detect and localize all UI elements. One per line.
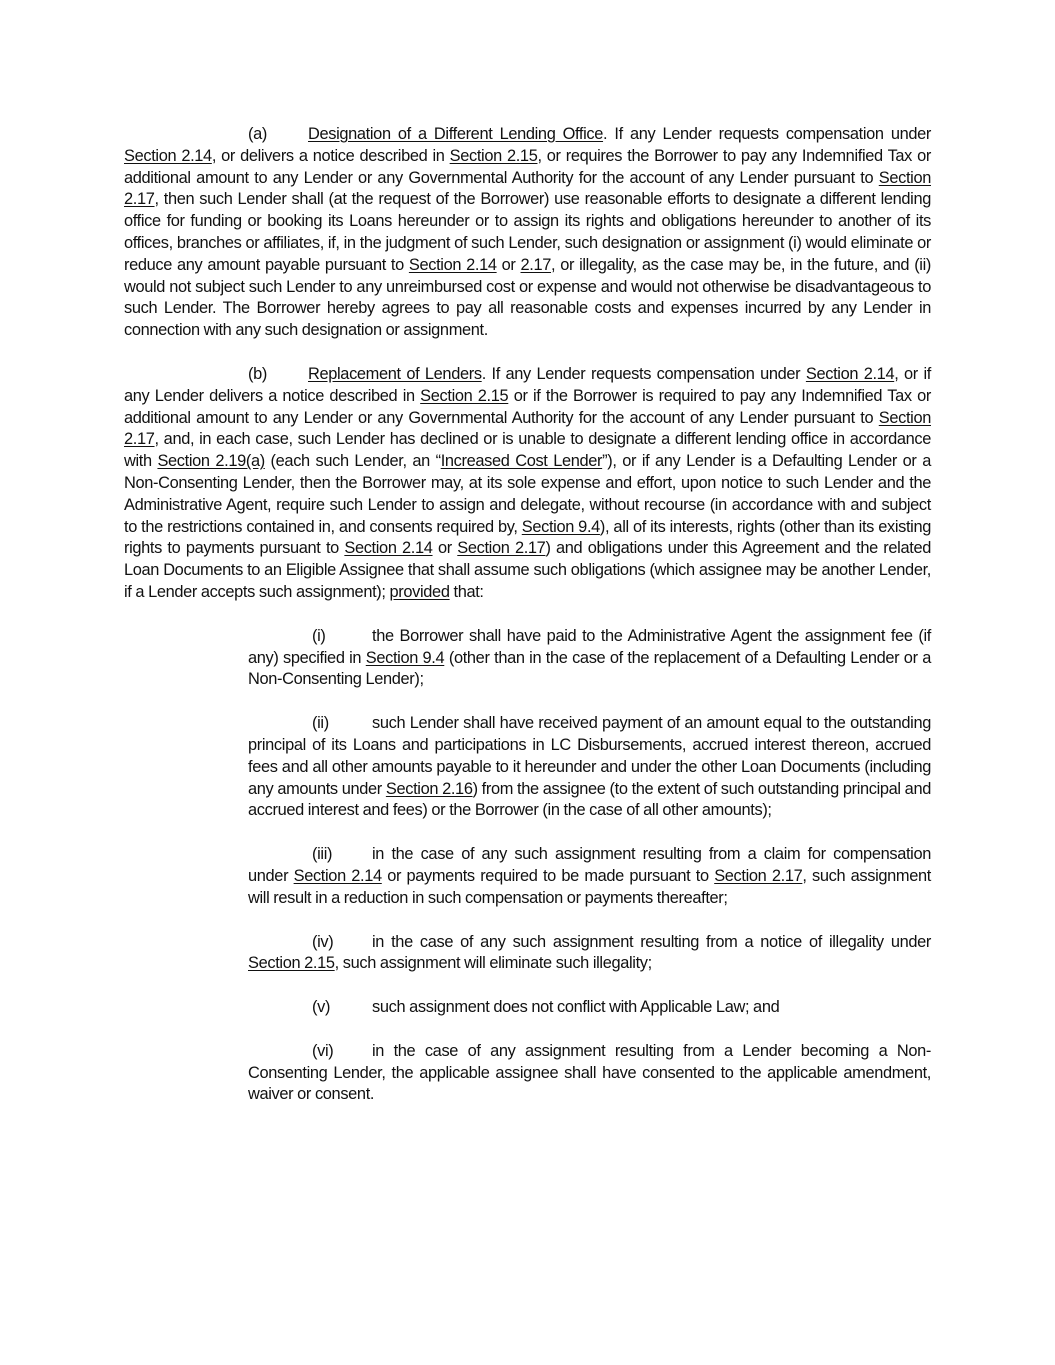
body-text: ), all of its interests, rights (other than its existing rights to payments pursuant to xyxy=(124,517,931,558)
body-text: in the case of any such assignment resulting from a notice of illegality under xyxy=(372,932,931,951)
body-text: ”), or if any Lender is a Defaulting Lender or a Non-Consenting Lender, then the Borrower may, at its sole expense and effort, upon notice to such Lender and the Administrative Agent, require such Lender to assign and delegate, without recourse (in accordance with and subject to the restrictions contained in, and consents required by, xyxy=(124,452,931,536)
clause-number: (iv) xyxy=(312,932,334,951)
body-text: in the case of any assignment resulting from a Lender becoming a Non-Consenting Lender, the applicable assignee shall have consented to the applicable amendment, waiver or consent. xyxy=(248,1041,931,1104)
section-reference: Section 2.15 xyxy=(248,954,335,973)
section-reference: Section 2.14 xyxy=(293,866,382,885)
body-text: in the case of any such assignment resulting from a claim for compensation under xyxy=(248,845,931,885)
section-reference: Section 9.4 xyxy=(365,648,445,667)
body-text: , or delivers a notice described in xyxy=(211,146,450,165)
body-text: such assignment does not conflict with Applicable Law; and xyxy=(372,998,780,1017)
body-text: or xyxy=(496,255,521,274)
paragraph-b xyxy=(124,364,931,604)
body-text: or if the Borrower is required to pay any Indemnified Tax or additional amount to any Lender or any Governmental Authority for the account of any Lender pursuant to xyxy=(124,386,931,427)
section-reference: Section 2.14 xyxy=(408,255,497,274)
clause-number: (a) xyxy=(248,125,267,143)
clause-number: (b) xyxy=(248,364,267,383)
body-text: or xyxy=(432,539,458,558)
clause-v xyxy=(248,997,931,1019)
document-page xyxy=(124,124,931,1106)
section-reference: Section 2.16 xyxy=(385,779,473,798)
body-text: ) and obligations under this Agreement and the related Loan Documents to an Eligible Assignee that shall assume such obligations (which assignee may be another Lender, if a Lender accepts such assignment); xyxy=(124,539,931,601)
body-text: , then such Lender shall (at the request of the Borrower) use reasonable efforts to designate a different lending office for funding or booking its Loans hereunder or to assign its rights and obligations hereunder to another of its offices, branches or affiliates, if, in the judgment of such Lender, such designation or assignment (i) would eliminate or reduce any amount payable pursuant to xyxy=(124,190,931,274)
section-reference: Section 2.15 xyxy=(449,146,538,165)
body-text: . If any Lender requests compensation under xyxy=(603,125,932,143)
clause-vi xyxy=(248,1041,931,1106)
clause-number: (vi) xyxy=(312,1041,334,1060)
body-text: ) from the assignee (to the extent of such outstanding principal and accrued interest and fees) or the Borrower (in the case of all other amounts); xyxy=(248,779,931,820)
body-text: (each such Lender, an “ xyxy=(264,452,441,471)
clause-ii xyxy=(248,713,931,822)
body-text: the Borrower shall have paid to the Administrative Agent the assignment fee (if any) specified in xyxy=(248,626,931,667)
defined-term: Increased Cost Lender xyxy=(440,452,603,471)
clause-number: (ii) xyxy=(312,714,329,733)
section-heading: Designation of a Different Lending Office xyxy=(308,125,604,143)
clause-iii xyxy=(248,844,931,909)
section-reference: Section 2.17 xyxy=(457,539,546,558)
section-reference: Section 2.14 xyxy=(124,146,212,165)
clause-number: (i) xyxy=(312,626,326,645)
section-reference: 2.17 xyxy=(520,255,552,274)
body-text: (other than in the case of the replacement of a Defaulting Lender or a Non-Consenting Lender); xyxy=(248,648,932,689)
section-reference: Section 9.4 xyxy=(521,517,600,536)
body-text: , or requires the Borrower to pay any Indemnified Tax or additional amount to any Lender or any Governmental Authority for the account of any Lender pursuant to xyxy=(124,146,931,187)
section-reference: Section 2.15 xyxy=(420,386,509,405)
body-text: , and, in each case, such Lender has declined or is unable to designate a different lending office in accordance with xyxy=(124,430,931,471)
section-reference: Section 2.14 xyxy=(344,539,433,558)
section-reference: Section 2.17 xyxy=(714,866,803,885)
section-reference: Section 2.17 xyxy=(124,408,931,449)
clause-iv xyxy=(248,932,931,976)
clause-number: (iii) xyxy=(312,845,333,864)
body-text: , such assignment will result in a reduction in such compensation or payments thereafter; xyxy=(248,866,931,907)
body-text: or payments required to be made pursuant to xyxy=(381,866,715,885)
clause-i xyxy=(248,626,931,691)
body-text: , or illegality, as the case may be, in the future, and (ii) would not subject such Lender to any unreimbursed cost or expense and would not otherwise be disadvantageous to such Lender. The Borrower hereby agrees to pay all reasonable costs and expenses incurred by any Lender in connection with any such designation or assignment. xyxy=(124,255,931,340)
proviso-term: provided xyxy=(389,582,450,601)
body-text: , or if any Lender delivers a notice described in xyxy=(124,364,931,405)
section-heading: Replacement of Lenders xyxy=(308,364,482,383)
body-text: . If any Lender requests compensation under xyxy=(481,364,806,383)
body-text: , such assignment will eliminate such illegality; xyxy=(334,954,652,973)
section-reference: Section 2.19(a) xyxy=(157,452,265,471)
section-reference: Section 2.14 xyxy=(805,364,895,383)
section-reference: Section 2.17 xyxy=(124,168,931,209)
body-text: such Lender shall have received payment of an amount equal to the outstanding principal of its Loans and participations in LC Disbursements, accrued interest thereon, accrued fees and all other amounts payable to it hereunder and under the other Loan Documents (including any amounts under xyxy=(248,714,931,798)
body-text: that: xyxy=(449,582,484,601)
clause-number: (v) xyxy=(312,998,331,1017)
paragraph-a xyxy=(124,124,931,342)
